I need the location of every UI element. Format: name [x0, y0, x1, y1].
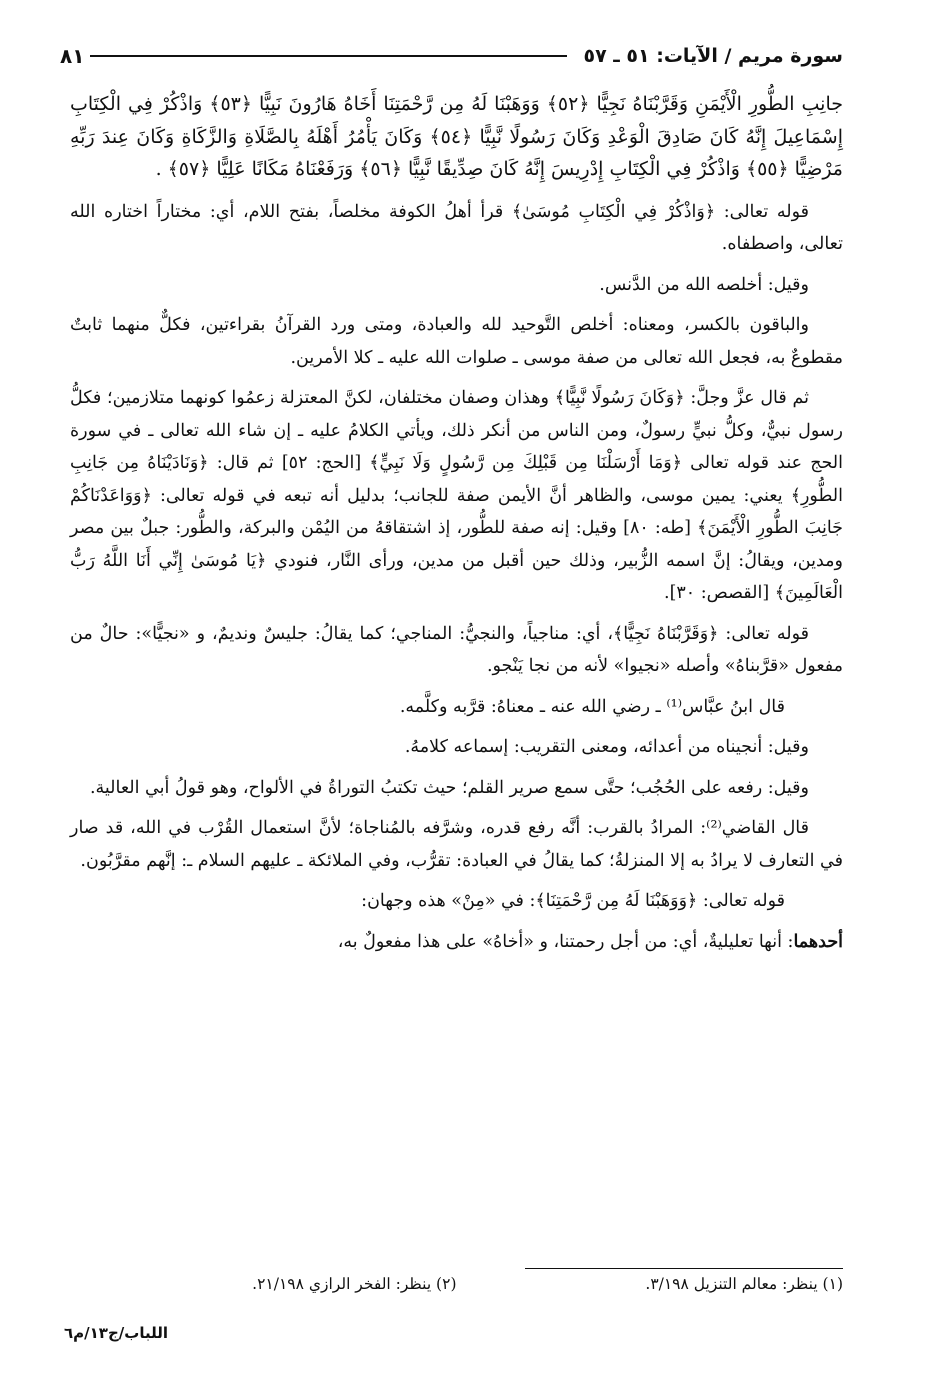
paragraph: قال القاضي⁽²⁾: المرادُ بالقرب: أنَّه رفع قدره، وشرَّفه بالمُناجاة؛ لأنَّ استعمال القُرْب في الله، قد صار في التعارف لا يرادُ به إلا المنزلةُ؛ كما يقالُ في العبادة: تقرُّب، وفي الملائكة ـ عليهم السلام ـ: إنَّهم مقرَّبُون.: [70, 818, 843, 871]
page-number: ٨١: [60, 44, 85, 68]
paragraph: قوله تعالى: ﴿وَاذْكُرْ فِي الْكِتَابِ مُوسَىٰ﴾ قرأ أهلُ الكوفة مخلصاً، بفتح اللام، أي: مختاراً اختاره الله تعالى، واصطفاه.: [70, 201, 843, 254]
paragraph: قوله تعالى: ﴿وَقَرَّبْنَاهُ نَجِيًّا﴾، أي: مناجياً، والنجيُّ: المناجي؛ كما يقالُ: جليسٌ ونديمٌ، و «نجيًّا»: حالٌ من مفعول «قرَّبناهُ» وأصله «نجيوا» لأنه من نجا يَنْجو.: [70, 623, 843, 676]
footnotes: [70, 1275, 843, 1293]
page-header: [60, 36, 843, 76]
page-header-title: سورة مريم / الآيات: ٥١ ـ ٥٧: [583, 45, 843, 67]
paragraph: قال ابنُ عبَّاس⁽¹⁾ ـ رضي الله عنه ـ معناهُ: قرَّبه وكلَّمه.: [399, 696, 785, 717]
last-paragraph: [70, 926, 843, 959]
footnote-2: (٢) ينظر: الفخر الرازي ٢١/١٩٨.: [252, 1275, 457, 1293]
paragraph: قوله تعالى: ﴿وَوَهَبْنَا لَهُ مِن رَّحْمَتِنَا﴾: في «مِنْ» هذه وجهان:: [361, 891, 785, 911]
paragraph: وقيل: أخلصه الله من الدَّنس.: [599, 274, 809, 295]
paragraph-text: : أنها تعليليةٌ، أي: من أجل رحمتنا، و «أخاهُ» على هذا مفعولٌ به،: [337, 931, 794, 952]
quran-verses: جانِبِ الطُّورِ الْأَيْمَنِ وَقَرَّبْنَاهُ نَجِيًّا ﴿٥٢﴾ وَوَهَبْنَا لَهُ مِن رَّحْمَتِنَا أَخَاهُ هَارُونَ نَبِيًّا ﴿٥٣﴾ وَاذْكُرْ فِي الْكِتَابِ إِسْمَاعِيلَ إِنَّهُ كَانَ صَادِقَ الْوَعْدِ وَكَانَ رَسُولًا نَّبِيًّا ﴿٥٤﴾ وَكَانَ يَأْمُرُ أَهْلَهُ بِالصَّلَاةِ وَالزَّكَاةِ وَكَانَ عِندَ رَبِّهِ مَرْضِيًّا ﴿٥٥﴾ وَاذْكُرْ فِي الْكِتَابِ إِدْرِيسَ إِنَّهُ كَانَ صِدِّيقًا نَّبِيًّا ﴿٥٦﴾ وَرَفَعْنَاهُ مَكَانًا عَلِيًّا ﴿٥٧﴾ .: [70, 93, 843, 180]
volume-signature: اللباب/ج١٣/م٦: [64, 1324, 168, 1342]
footnote-1: (١) ينظر: معالم التنزيل ٣/١٩٨.: [645, 1275, 843, 1293]
page-body: [70, 88, 843, 966]
footnote-divider: [525, 1268, 843, 1269]
header-divider: [90, 55, 567, 57]
paragraph: ثم قال عزَّ وجلَّ: ﴿وَكَانَ رَسُولًا نَّبِيًّا﴾ وهذان وصفان مختلفان، لكنَّ المعتزلة زعمُوا كونهما متلازمين؛ فكلُّ رسول نبيٌّ، وكلُّ نبيٍّ رسولٌ، ومن الناس من أنكر ذلك، ويأتي الكلامُ عليه ـ إن شاء الله تعالى ـ في سورة الحج عند قوله تعالى ﴿وَمَا أَرْسَلْنَا مِن قَبْلِكَ مِن رَّسُولٍ وَلَا نَبِيٍّ﴾ [الحج: ٥٢] ثم قال: ﴿وَنَادَيْنَاهُ مِن جَانِبِ الطُّورِ﴾ يعني: يمين موسى، والظاهر أنَّ الأيمن صفة للجانب؛ بدليل أنه تبعه في قوله تعالى: ﴿وَوَاعَدْنَاكُمْ جَانِبَ الطُّورِ الْأَيْمَنَ﴾ [طه: ٨٠] وقيل: إنه صفة للطُّور، إذ اشتقاقهُ من اليُمْن والبركة، والطُّور: جبلٌ بين مصر ومدين، ويقالُ: إنَّ اسمه الزُّبير، وذلك حين أقبل من مدين، ورأى النَّار، فنودي ﴿يَا مُوسَىٰ إِنِّي أَنَا اللَّهُ رَبُّ الْعَالَمِينَ﴾ [القصص: ٣٠].: [70, 388, 843, 603]
paragraph: وقيل: رفعه على الحُجُب؛ حتَّى سمع صرير القلم؛ حيث تكتبُ التوراةُ في الألواح، وهو قولُ أبي العالية.: [89, 777, 809, 798]
paragraph-lead-word: أحدهما: [793, 931, 843, 952]
paragraph: والباقون بالكسر، ومعناه: أخلص التَّوحيد لله والعبادة، ومتى ورد القرآنُ بقراءتين، فكلٌّ منهما ثابتٌ مقطوعٌ به، فجعل الله تعالى من صفة موسى ـ صلوات الله عليه ـ كلا الأمرين.: [70, 315, 843, 368]
paragraph: وقيل: أنجيناه من أعدائه، ومعنى التقريب: إسماعه كلامهُ.: [404, 737, 809, 757]
